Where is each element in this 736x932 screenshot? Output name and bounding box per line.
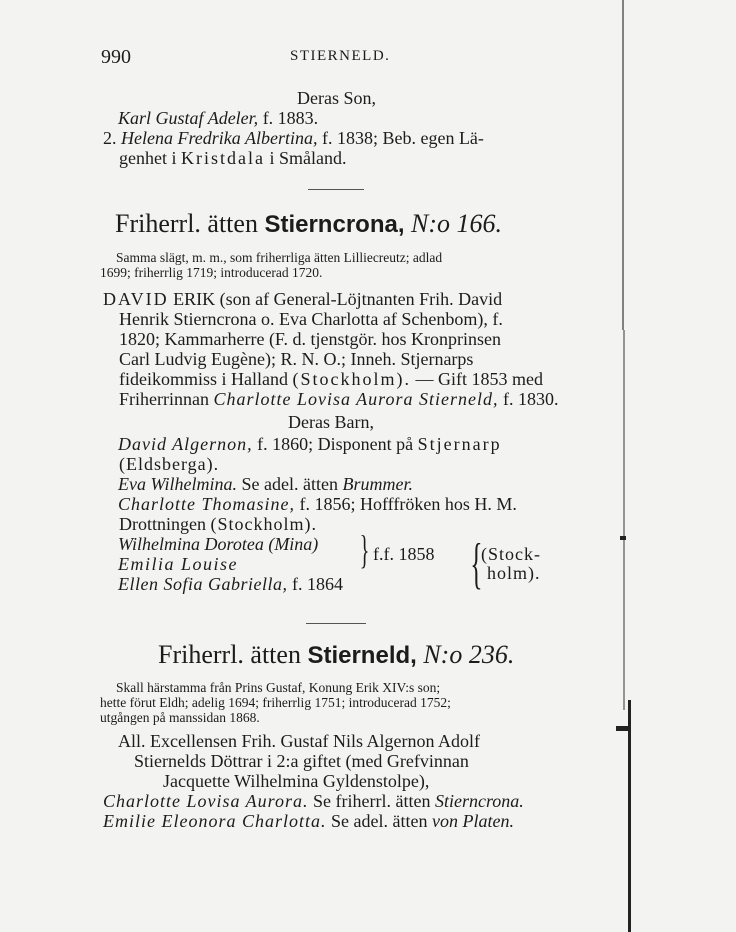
- binding-edge-mark: [620, 536, 626, 540]
- stierneld-heading-number: N:o 236.: [423, 640, 515, 669]
- child-text: Drottningen: [119, 514, 206, 534]
- david-name: DAVID: [103, 289, 169, 309]
- helena-entry-line2: [119, 148, 346, 169]
- david-entry-line2: Henrik Stierncrona o. Eva Charlotta af Schenbom), f.: [119, 309, 503, 329]
- stierneld-intro-3: utgången på manssidan 1868.: [100, 710, 260, 725]
- child-place: Stjernarp: [417, 434, 502, 454]
- child-place: (Stockholm).: [210, 514, 317, 534]
- child-wilhelmina-dorotea: Wilhelmina Dorotea (Mina): [118, 534, 319, 554]
- child-name: Ellen Sofia Gabriella,: [118, 574, 288, 594]
- stierncrona-heading: [115, 209, 502, 239]
- wife-born: f. 1830.: [503, 389, 559, 409]
- child-text: Se adel. ätten: [241, 474, 338, 494]
- stierncrona-intro-1: Samma slägt, m. m., som friherrliga ätten Lilliecreutz; adlad: [116, 250, 443, 265]
- section-divider: [306, 623, 366, 624]
- david-text: ERIK (son af General-Löjtnanten Frih. David: [173, 289, 503, 309]
- brace-left: }: [359, 527, 370, 572]
- children-residence-b: holm).: [487, 563, 541, 583]
- child-david-algernon: [118, 434, 502, 455]
- karl-born: f. 1883.: [262, 108, 319, 128]
- binding-edge-mark: [616, 726, 628, 731]
- daughter-ref: von Platen.: [431, 811, 514, 831]
- child-charlotte-line2: [119, 514, 317, 535]
- daughter-name: Charlotte Lovisa Aurora.: [103, 791, 309, 811]
- daughter-text: Se adel. ätten: [331, 811, 428, 831]
- binding-edge-line: [622, 0, 624, 330]
- child-ref: Brummer.: [342, 474, 413, 494]
- friherrinnan-label: Friherrinnan: [119, 389, 209, 409]
- karl-entry: [118, 108, 318, 129]
- wife-name: Charlotte Lovisa Aurora Stierneld,: [213, 389, 499, 409]
- stierneld-heading: [158, 640, 514, 670]
- fideikommiss-text: fideikommiss i Halland: [119, 369, 288, 389]
- david-residence: (Stockholm).: [292, 369, 411, 389]
- stierncrona-heading-name: Stierncrona,: [264, 211, 405, 238]
- child-text: f. 1856; Hofffröken hos H. M.: [299, 494, 517, 514]
- running-head: STIERNELD.: [290, 48, 391, 64]
- stierneld-heading-name: Stierneld,: [307, 642, 417, 669]
- child-name: Eva Wilhelmina.: [118, 474, 237, 494]
- stierneld-intro-2: hette förut Eldh; adelig 1694; friherrlig 1751; introducerad 1752;: [100, 695, 451, 710]
- david-entry-line1: [103, 289, 502, 310]
- david-entry-line6: [119, 389, 559, 410]
- daughter-charlotte-lovisa: [103, 791, 524, 812]
- stierneld-heading-prefix: Friherrl. ätten: [158, 640, 301, 669]
- child-emilia-louise: Emilia Louise: [118, 554, 239, 574]
- helena-name: Helena Fredrika Albertina,: [121, 128, 318, 148]
- david-entry-line5: [119, 369, 543, 390]
- helena-text: f. 1838; Beb. egen Lä-: [321, 128, 484, 148]
- child-text: f. 1860; Disponent på: [257, 434, 414, 454]
- helena-number: 2.: [103, 128, 117, 148]
- binding-edge-line: [628, 700, 631, 932]
- david-entry-line4: Carl Ludvig Eugène); R. N. O.; Inneh. Stjernarps: [119, 349, 474, 369]
- stierncrona-intro-2: 1699; friherrlig 1719; introducerad 1720.: [100, 265, 323, 280]
- daughter-emilie-eleonora: [103, 811, 514, 832]
- karl-name: Karl Gustaf Adeler,: [118, 108, 259, 128]
- twins-born: f.f. 1858: [373, 544, 435, 564]
- helena-place: Kristdala: [180, 148, 265, 168]
- daughter-text: Se friherrl. ätten: [313, 791, 431, 811]
- child-born: f. 1864: [291, 574, 343, 594]
- marriage-text: — Gift 1853 med: [415, 369, 543, 389]
- david-entry-line3: 1820; Kammarherre (F. d. tjenstgör. hos Kronprinsen: [119, 329, 501, 349]
- child-name: David Algernon,: [118, 434, 253, 454]
- section-divider: [308, 189, 364, 190]
- helena-line2-a: genhet i: [119, 148, 177, 168]
- child-david-place-line2: (Eldsberga).: [119, 454, 220, 474]
- brace-right: {: [470, 533, 483, 595]
- stierneld-entry-line1: All. Excellensen Frih. Gustaf Nils Algernon Adolf: [118, 731, 480, 751]
- page-number: 990: [101, 46, 131, 68]
- helena-entry: [103, 128, 484, 149]
- stierneld-intro-1: Skall härstamma från Prins Gustaf, Konung Erik XIV:s son;: [116, 680, 441, 695]
- deras-barn-heading: Deras Barn,: [288, 412, 374, 432]
- binding-edge-line: [623, 330, 625, 710]
- stierneld-entry-line2: Stiernelds Döttrar i 2:a giftet (med Grefvinnan: [134, 751, 469, 771]
- child-name: Charlotte Thomasine,: [118, 494, 296, 514]
- child-charlotte-thomasine: [118, 494, 517, 515]
- stierncrona-heading-number: N:o 166.: [411, 209, 502, 238]
- stierneld-entry-line3: Jacquette Wilhelmina Gyldenstolpe),: [163, 771, 430, 791]
- children-residence-a: (Stock-: [481, 544, 541, 564]
- stierncrona-heading-prefix: Friherrl. ätten: [115, 209, 258, 238]
- child-ellen-sofia: [118, 574, 343, 595]
- deras-son-heading: Deras Son,: [297, 88, 376, 108]
- helena-line2-b: i Småland.: [269, 148, 347, 168]
- child-eva-wilhelmina: [118, 474, 413, 495]
- daughter-ref: Stierncrona.: [434, 791, 524, 811]
- daughter-name: Emilie Eleonora Charlotta.: [103, 811, 327, 831]
